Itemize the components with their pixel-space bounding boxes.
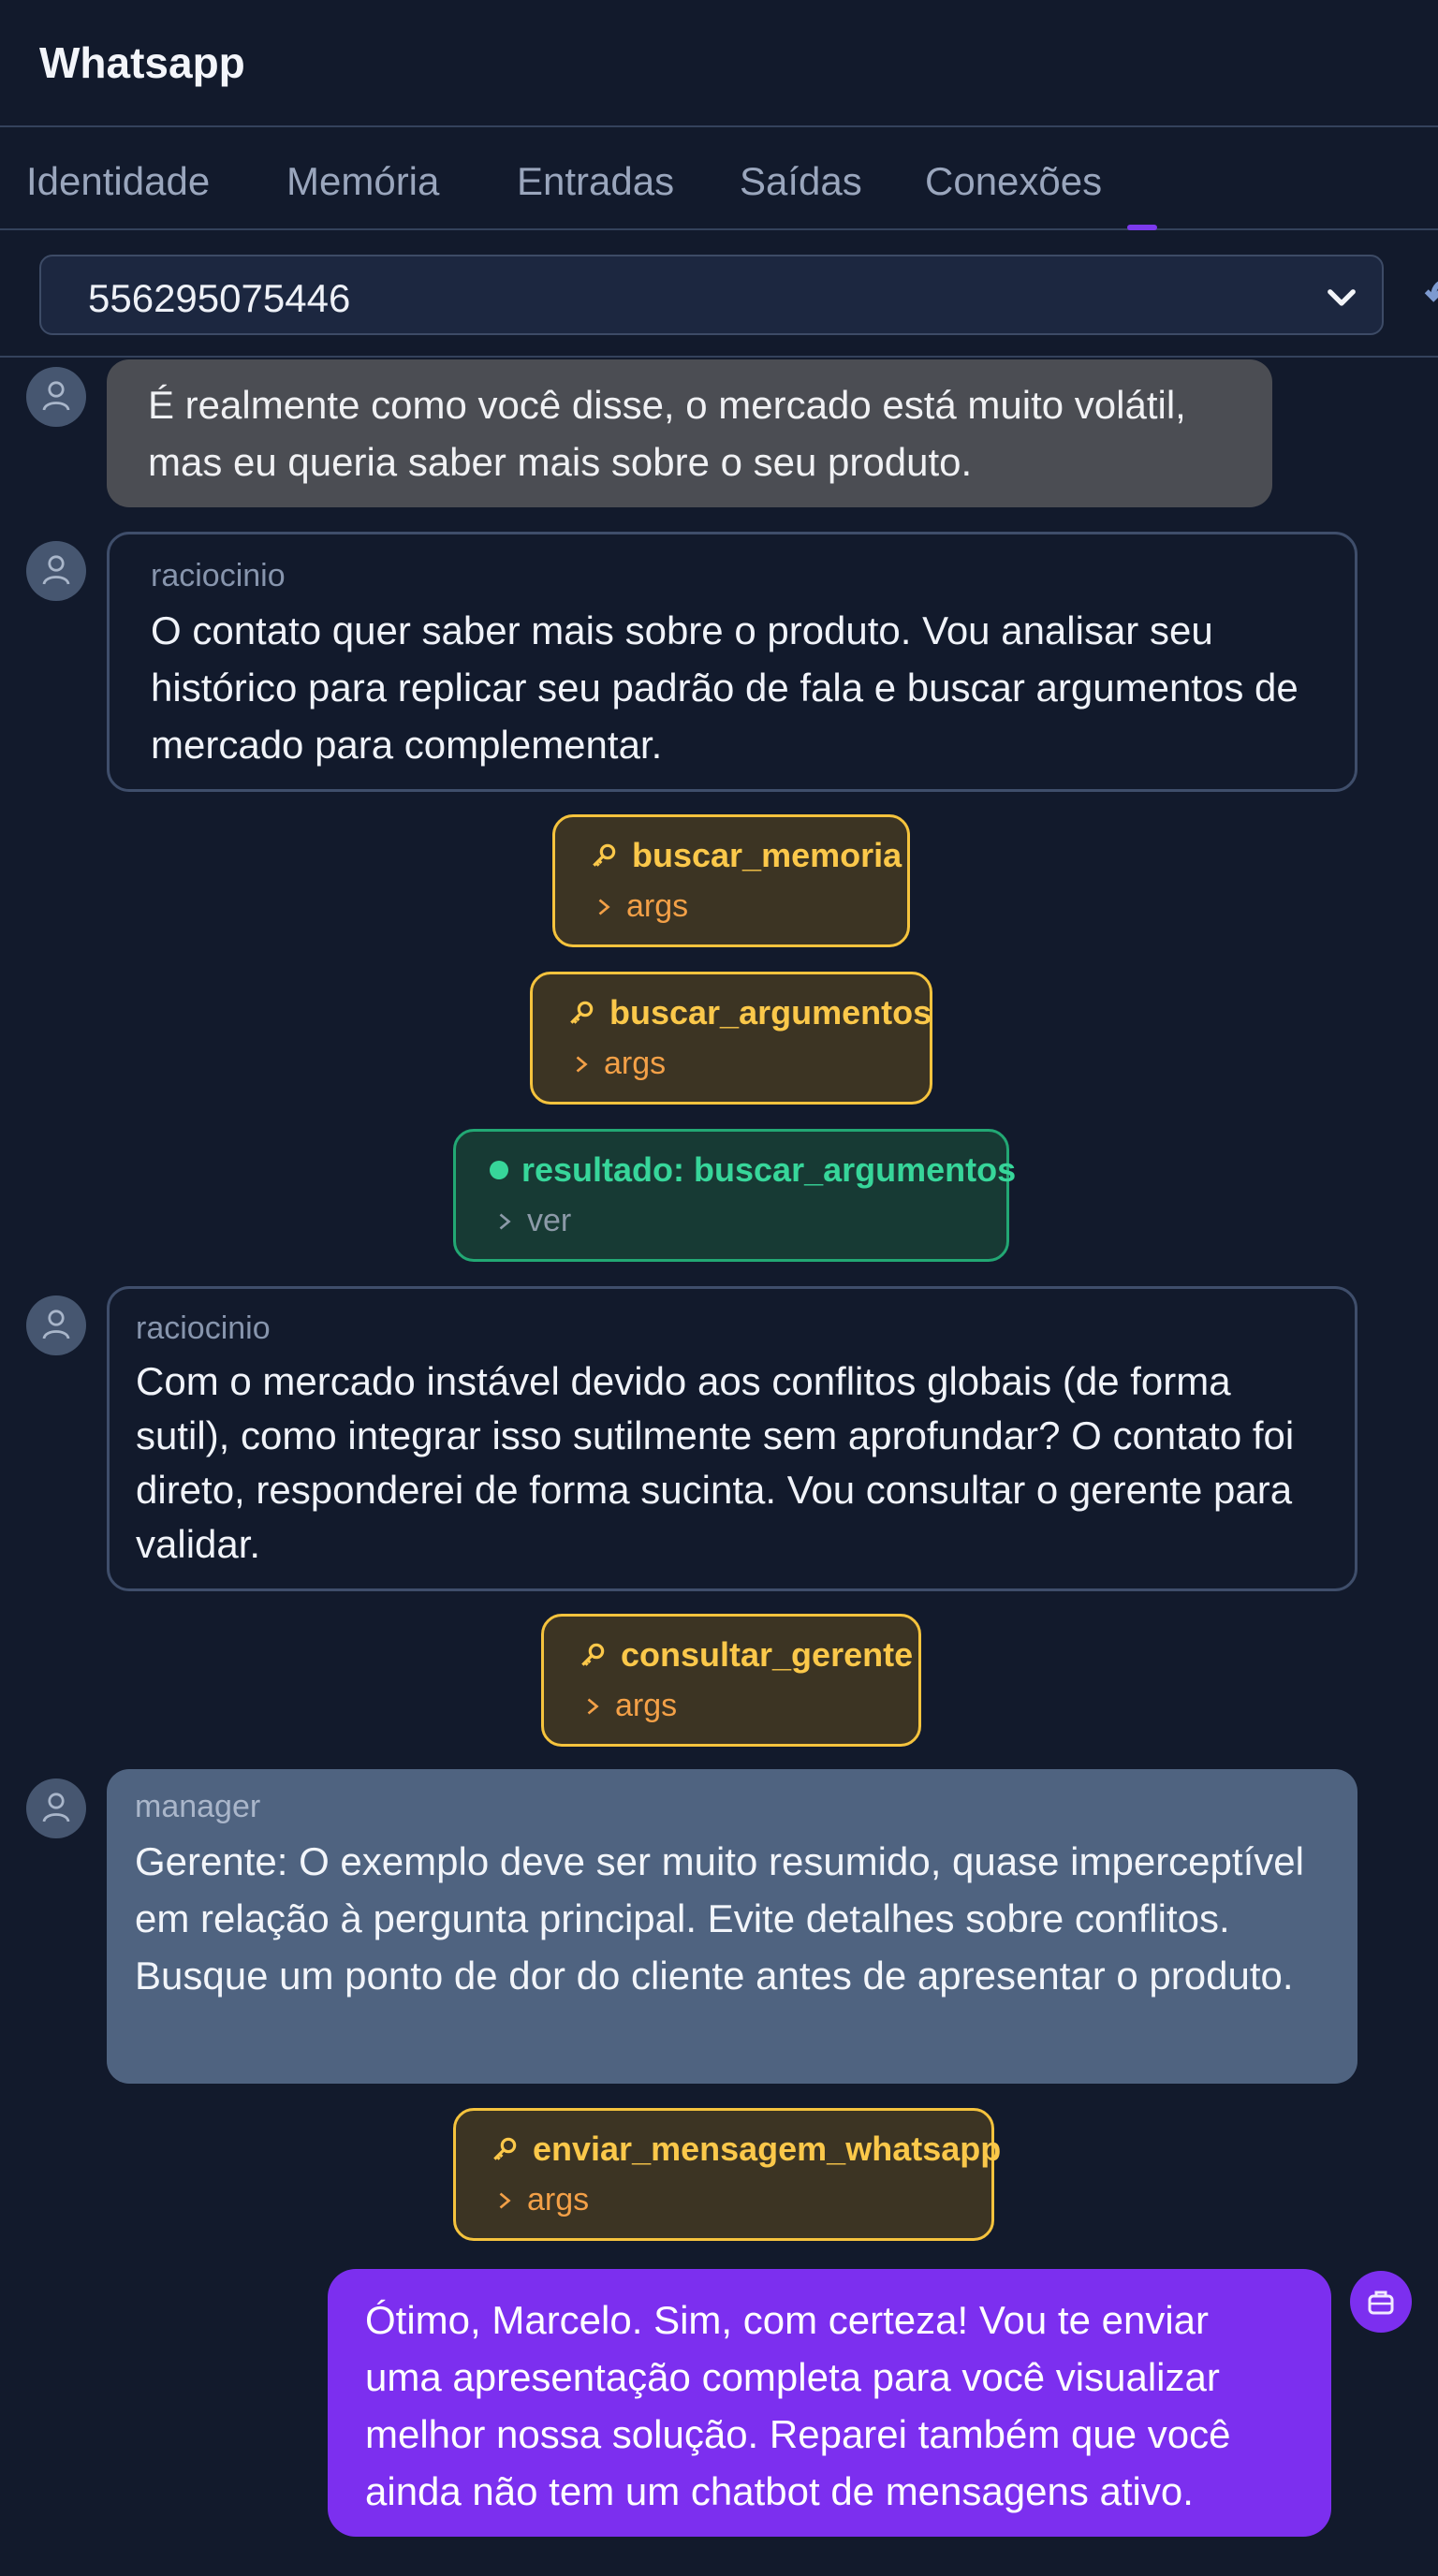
key-icon (578, 1640, 608, 1670)
tab-saidas[interactable]: Saídas (740, 159, 862, 203)
tool-args-toggle: args (615, 1688, 678, 1723)
message-text: O contato quer saber mais sobre o produto. Vou analisar seu histórico para replicar seu padrão de fala e buscar argumentos de mercado para complementar. (151, 608, 1299, 767)
tool-call-consultar-gerente[interactable] (541, 1614, 921, 1747)
chevron-right-icon (495, 2189, 514, 2212)
tool-result-name: resultado: buscar_argumentos (521, 1150, 1017, 1189)
message-text: Ótimo, Marcelo. Sim, com certeza! Vou te enviar uma apresentação completa para você visualizar melhor nossa solução. Reparei também que você ainda não tem um chatbot de mensagens ativo. (365, 2298, 1231, 2513)
chevron-right-icon (572, 1053, 591, 1076)
conversation-feed[interactable] (0, 359, 1438, 2576)
tool-name: buscar_memoria (632, 836, 902, 874)
tool-name: consultar_gerente (621, 1635, 914, 1674)
message-role: manager (135, 1789, 261, 1824)
tool-call-buscar-memoria[interactable] (552, 814, 910, 947)
app-title: Whatsapp (39, 38, 245, 87)
message-text: Gerente: O exemplo deve ser muito resumido, quase imperceptível em relação à pergunta principal. Evite detalhes sobre conflitos. Busque um ponto de dor do cliente antes de apresentar o produto. (135, 1839, 1304, 1998)
outgoing-message (328, 2269, 1331, 2537)
tool-args-toggle: args (626, 888, 689, 924)
contact-selector-row (0, 230, 1438, 358)
message-text: É realmente como você disse, o mercado está muito volátil, mas eu queria saber mais sobre o seu produto. (148, 383, 1186, 484)
contact-avatar (26, 541, 86, 601)
key-icon (589, 841, 619, 871)
contact-select[interactable] (39, 255, 1384, 335)
tab-entradas[interactable]: Entradas (517, 159, 675, 203)
tool-name: enviar_mensagem_whatsapp (533, 2130, 1002, 2168)
tool-args-toggle: args (527, 2182, 590, 2217)
chevron-right-icon (594, 896, 613, 918)
reasoning-message (107, 532, 1357, 792)
tool-result-toggle: ver (527, 1203, 572, 1238)
user-icon (41, 1792, 71, 1823)
tab-identidade[interactable]: Identidade (26, 159, 211, 203)
bot-icon (1366, 2287, 1396, 2317)
tab-conexoes[interactable]: Conexões (925, 159, 1103, 203)
manager-message (107, 1769, 1357, 2084)
chevron-down-icon (1322, 277, 1361, 316)
bot-avatar (1350, 2271, 1412, 2333)
app-header (0, 0, 1438, 127)
tab-bar (0, 127, 1438, 230)
status-dot-icon (490, 1161, 508, 1179)
contact-avatar (26, 1295, 86, 1355)
contact-avatar (26, 367, 86, 427)
incoming-message (107, 359, 1272, 507)
tool-call-buscar-argumentos[interactable] (530, 972, 932, 1105)
tool-call-enviar-mensagem-whatsapp[interactable] (453, 2108, 1002, 2241)
message-text: Com o mercado instável devido aos conflitos globais (de forma sutil), como integrar isso sutilmente sem aprofundar? O contato foi direto, responderei de forma sucinta. Vou consultar o gerente para validar. (136, 1359, 1295, 1566)
refresh-icon[interactable] (1423, 273, 1438, 316)
reasoning-message (107, 1286, 1357, 1591)
key-icon (566, 998, 596, 1028)
message-role: raciocinio (136, 1310, 271, 1346)
tool-args-toggle: args (604, 1046, 667, 1081)
chevron-right-icon (495, 1210, 514, 1233)
contact-select-value: 556295075446 (88, 276, 351, 320)
key-icon (490, 2134, 520, 2164)
user-icon (41, 1309, 71, 1340)
chevron-right-icon (583, 1695, 602, 1718)
contact-avatar (26, 1778, 86, 1838)
tool-name: buscar_argumentos (609, 993, 932, 1032)
message-role: raciocinio (151, 558, 286, 593)
tool-result-buscar-argumentos[interactable] (453, 1129, 1017, 1262)
user-icon (41, 554, 71, 586)
tab-memoria[interactable]: Memória (286, 159, 440, 203)
user-icon (41, 380, 71, 412)
